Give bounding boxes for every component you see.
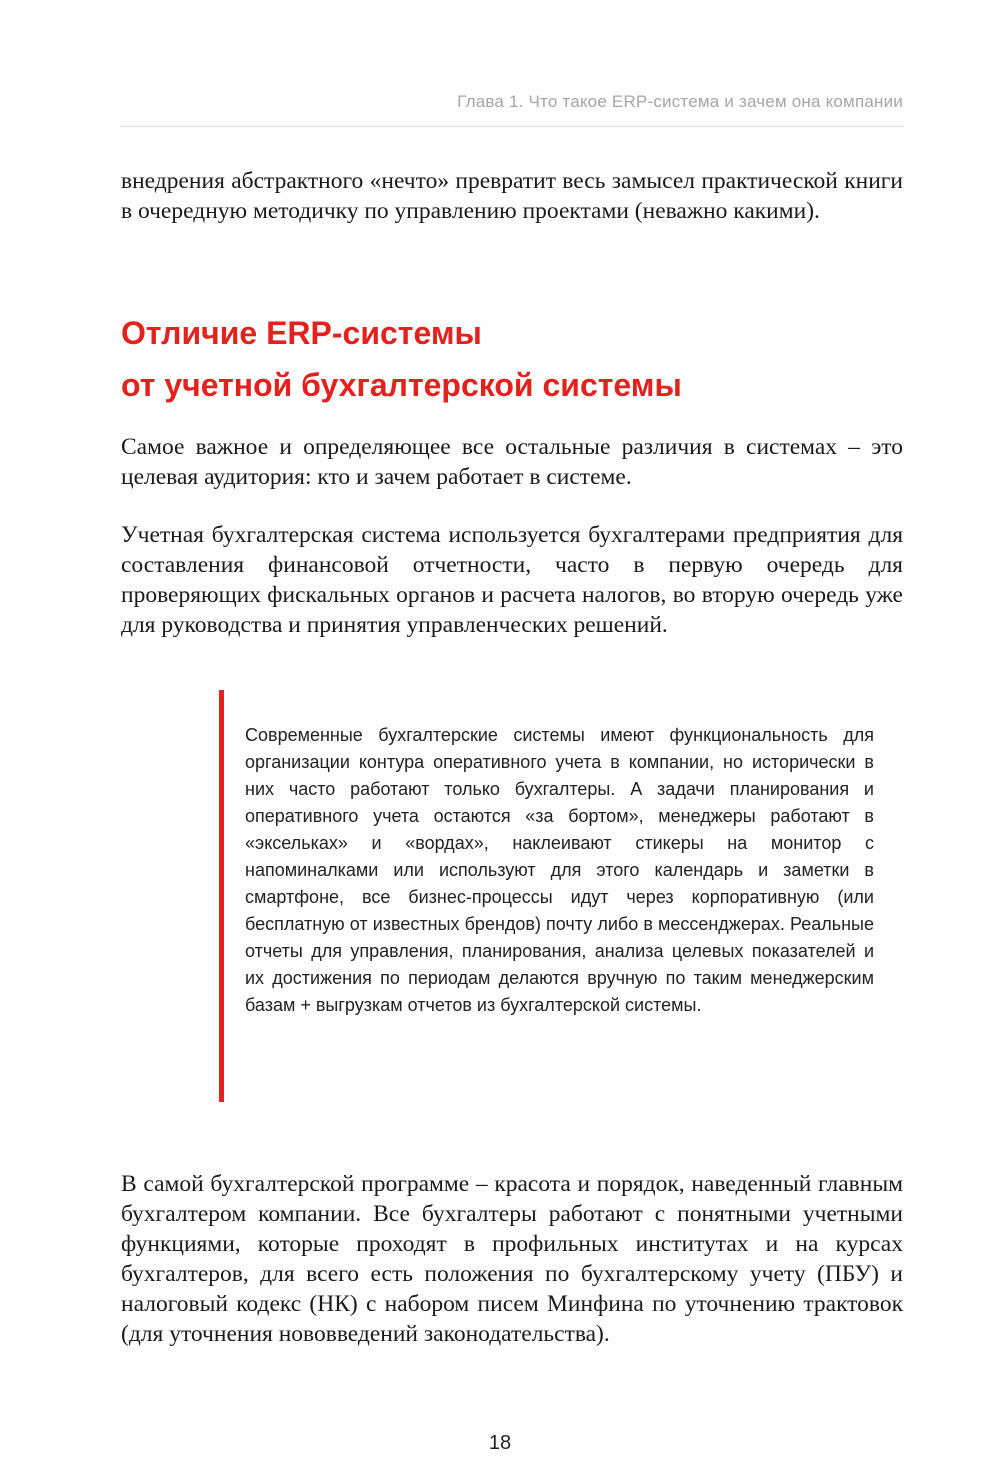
intro-paragraph: внедрения абстрактного «нечто» превратит весь замысел практической книги в очередную методичку по управлению проектами (неважно какими). [121, 168, 903, 224]
paragraph-accounting-program: В самой бухгалтерской программе – красота и порядок, наведенный главным бухгалтером компании. Все бухгалтеры работают с понятными учетными функциями, которые проходят в профильных институтах и на курсах бухгалтеров, для всего есть положения по бухгалтерскому учету (ПБУ) и налоговый кодекс (НК) с набором писем Минфина по уточнению трактовок (для уточнения нововведений законодательства). [121, 1171, 903, 1347]
running-header: Глава 1. Что такое ERP-система и зачем она компании [457, 92, 903, 111]
page-number: 18 [488, 1432, 512, 1454]
paragraph-accounting-system: Учетная бухгалтерская система используется бухгалтерами предприятия для составления финансовой отчетности, часто в первую очередь для проверяющих фискальных органов и расчета налогов, во вторую очередь уже для руководства и принятия управленческих решений. [121, 522, 903, 638]
section-title-line-2: от учетной бухгалтерской системы [121, 367, 682, 403]
callout-text: Современные бухгалтерские системы имеют функциональность для организации контура оперативного учета в компании, но исторически в них часто работают только бухгалтеры. А задачи планирования и оперативного учета остаются «за бортом», менеджеры работают в «эксельках» и «вордах», наклеивают стикеры на монитор с напоминалками или используют для этого календарь и заметки в смартфоне, все бизнес-процессы идут через корпоративную (или бесплатную от известных брендов) почту либо в мессенджерах. Реальные отчеты для управления, планирования, анализа целевых показателей и их достижения по периодам делаются вручную по таким менеджерским базам + выгрузкам отчетов из бухгалтерской системы. [245, 725, 874, 1015]
paragraph-target-audience: Самое важное и определяющее все остальные различия в системах – это целевая аудитория: кто и зачем работает в системе. [121, 434, 903, 490]
header-divider [120, 126, 903, 127]
section-title-line-1: Отличие ERP-системы [121, 315, 482, 351]
callout-box [219, 690, 903, 1102]
callout-accent-bar [219, 690, 224, 1102]
section-title [121, 307, 903, 411]
